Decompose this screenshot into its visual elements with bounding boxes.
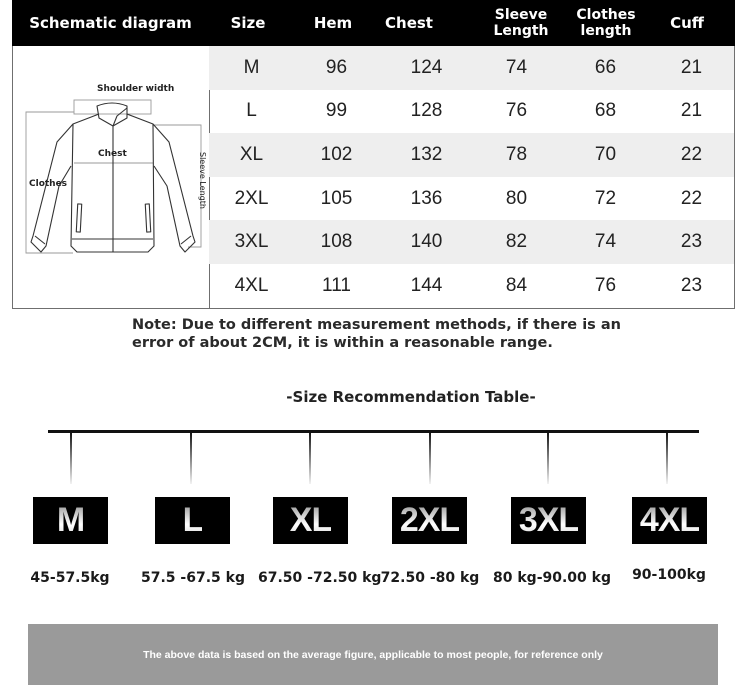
table-header [12,0,735,46]
timeline-bar [48,430,699,433]
timeline-tick [190,432,192,484]
table-row [209,90,734,134]
size-badge-label: 2XL [399,501,460,539]
weight-range-3xl: 80 kg-90.00 kg [493,570,611,586]
header-size: Size [230,13,266,32]
size-badge-4xl [632,497,707,544]
cell-size: 2XL [234,187,269,209]
size-badge-label: XL [289,501,332,539]
cell-size: L [246,100,257,122]
cell-hem: 111 [322,274,351,296]
cell-size: 3XL [234,231,269,253]
header-schematic: Schematic diagram [29,13,192,32]
size-badge-xl [273,497,348,544]
weight-range-xl: 67.50 -72.50 kg [258,570,382,586]
cell-chest: 140 [410,231,443,253]
recommendation-title: -Size Recommendation Table- [286,388,536,406]
cell-length: 72 [594,187,617,209]
weight-range-4xl: 90-100kg [632,567,706,583]
weight-range-m: 45-57.5kg [30,570,110,586]
size-chart-table [12,0,735,309]
header-cuff: Cuff [670,13,704,32]
size-badge-2xl [392,497,467,544]
label-chest: Chest [98,149,127,159]
size-badge-label: 3XL [518,501,579,539]
cell-chest: 136 [410,187,443,209]
timeline-tick [666,432,668,484]
cell-length: 74 [594,231,617,253]
cell-sleeve: 84 [505,274,528,296]
cell-chest: 132 [410,143,443,165]
cell-chest: 128 [410,100,443,122]
cell-chest: 124 [410,56,443,78]
cell-length: 70 [594,143,617,165]
weight-range-l: 57.5 -67.5 kg [141,570,245,586]
label-sleeve-length: Sleeve Length [198,152,207,209]
header-hem: Hem [313,13,353,32]
reference-banner [28,624,718,685]
size-badge-m [33,497,108,544]
weight-range-2xl: 72.50 -80 kg [380,570,480,586]
cell-cuff: 22 [680,187,703,209]
cell-size: XL [239,143,264,165]
cell-chest: 144 [410,274,443,296]
size-badge-l [155,497,230,544]
cell-length: 66 [594,56,617,78]
table-row [209,220,734,264]
timeline-tick [70,432,72,484]
header-chest: Chest [385,13,433,32]
cell-hem: 105 [320,187,353,209]
cell-hem: 96 [325,56,348,78]
table-row [209,177,734,221]
cell-cuff: 21 [680,100,703,122]
measurement-note: Note: Due to different measurement methods, if there is an error of about 2CM, it is within a reasonable range. [132,317,621,351]
schematic-diagram [12,46,210,309]
cell-hem: 102 [320,143,353,165]
header-sleeve-length: Sleeve Length [493,7,549,39]
label-shoulder-width: Shoulder width [97,84,175,94]
cell-cuff: 22 [680,143,703,165]
cell-sleeve: 78 [505,143,528,165]
size-badge-label: M [56,501,85,539]
timeline-tick [309,432,311,484]
timeline-tick [547,432,549,484]
cell-sleeve: 80 [505,187,528,209]
cell-sleeve: 74 [505,56,528,78]
cell-sleeve: 82 [505,231,528,253]
size-badge-label: L [182,501,203,539]
cell-sleeve: 76 [505,100,528,122]
table-row [209,264,734,308]
header-clothes-length: Clothes length [576,7,636,39]
table-row [209,133,734,177]
cell-hem: 108 [320,231,353,253]
size-rows [209,46,735,309]
cell-length: 68 [594,100,617,122]
cell-cuff: 23 [680,231,703,253]
table-row [209,46,734,90]
label-clothes: Clothes [29,179,68,189]
timeline-tick [429,432,431,484]
cell-hem: 99 [325,100,348,122]
reference-text: The above data is based on the average figure, applicable to most people, for reference only [143,648,603,661]
cell-cuff: 23 [680,274,703,296]
cell-cuff: 21 [680,56,703,78]
cell-size: 4XL [234,274,269,296]
cell-length: 76 [594,274,617,296]
size-badge-label: 4XL [639,501,700,539]
size-badge-3xl [511,497,586,544]
cell-size: M [243,56,260,78]
